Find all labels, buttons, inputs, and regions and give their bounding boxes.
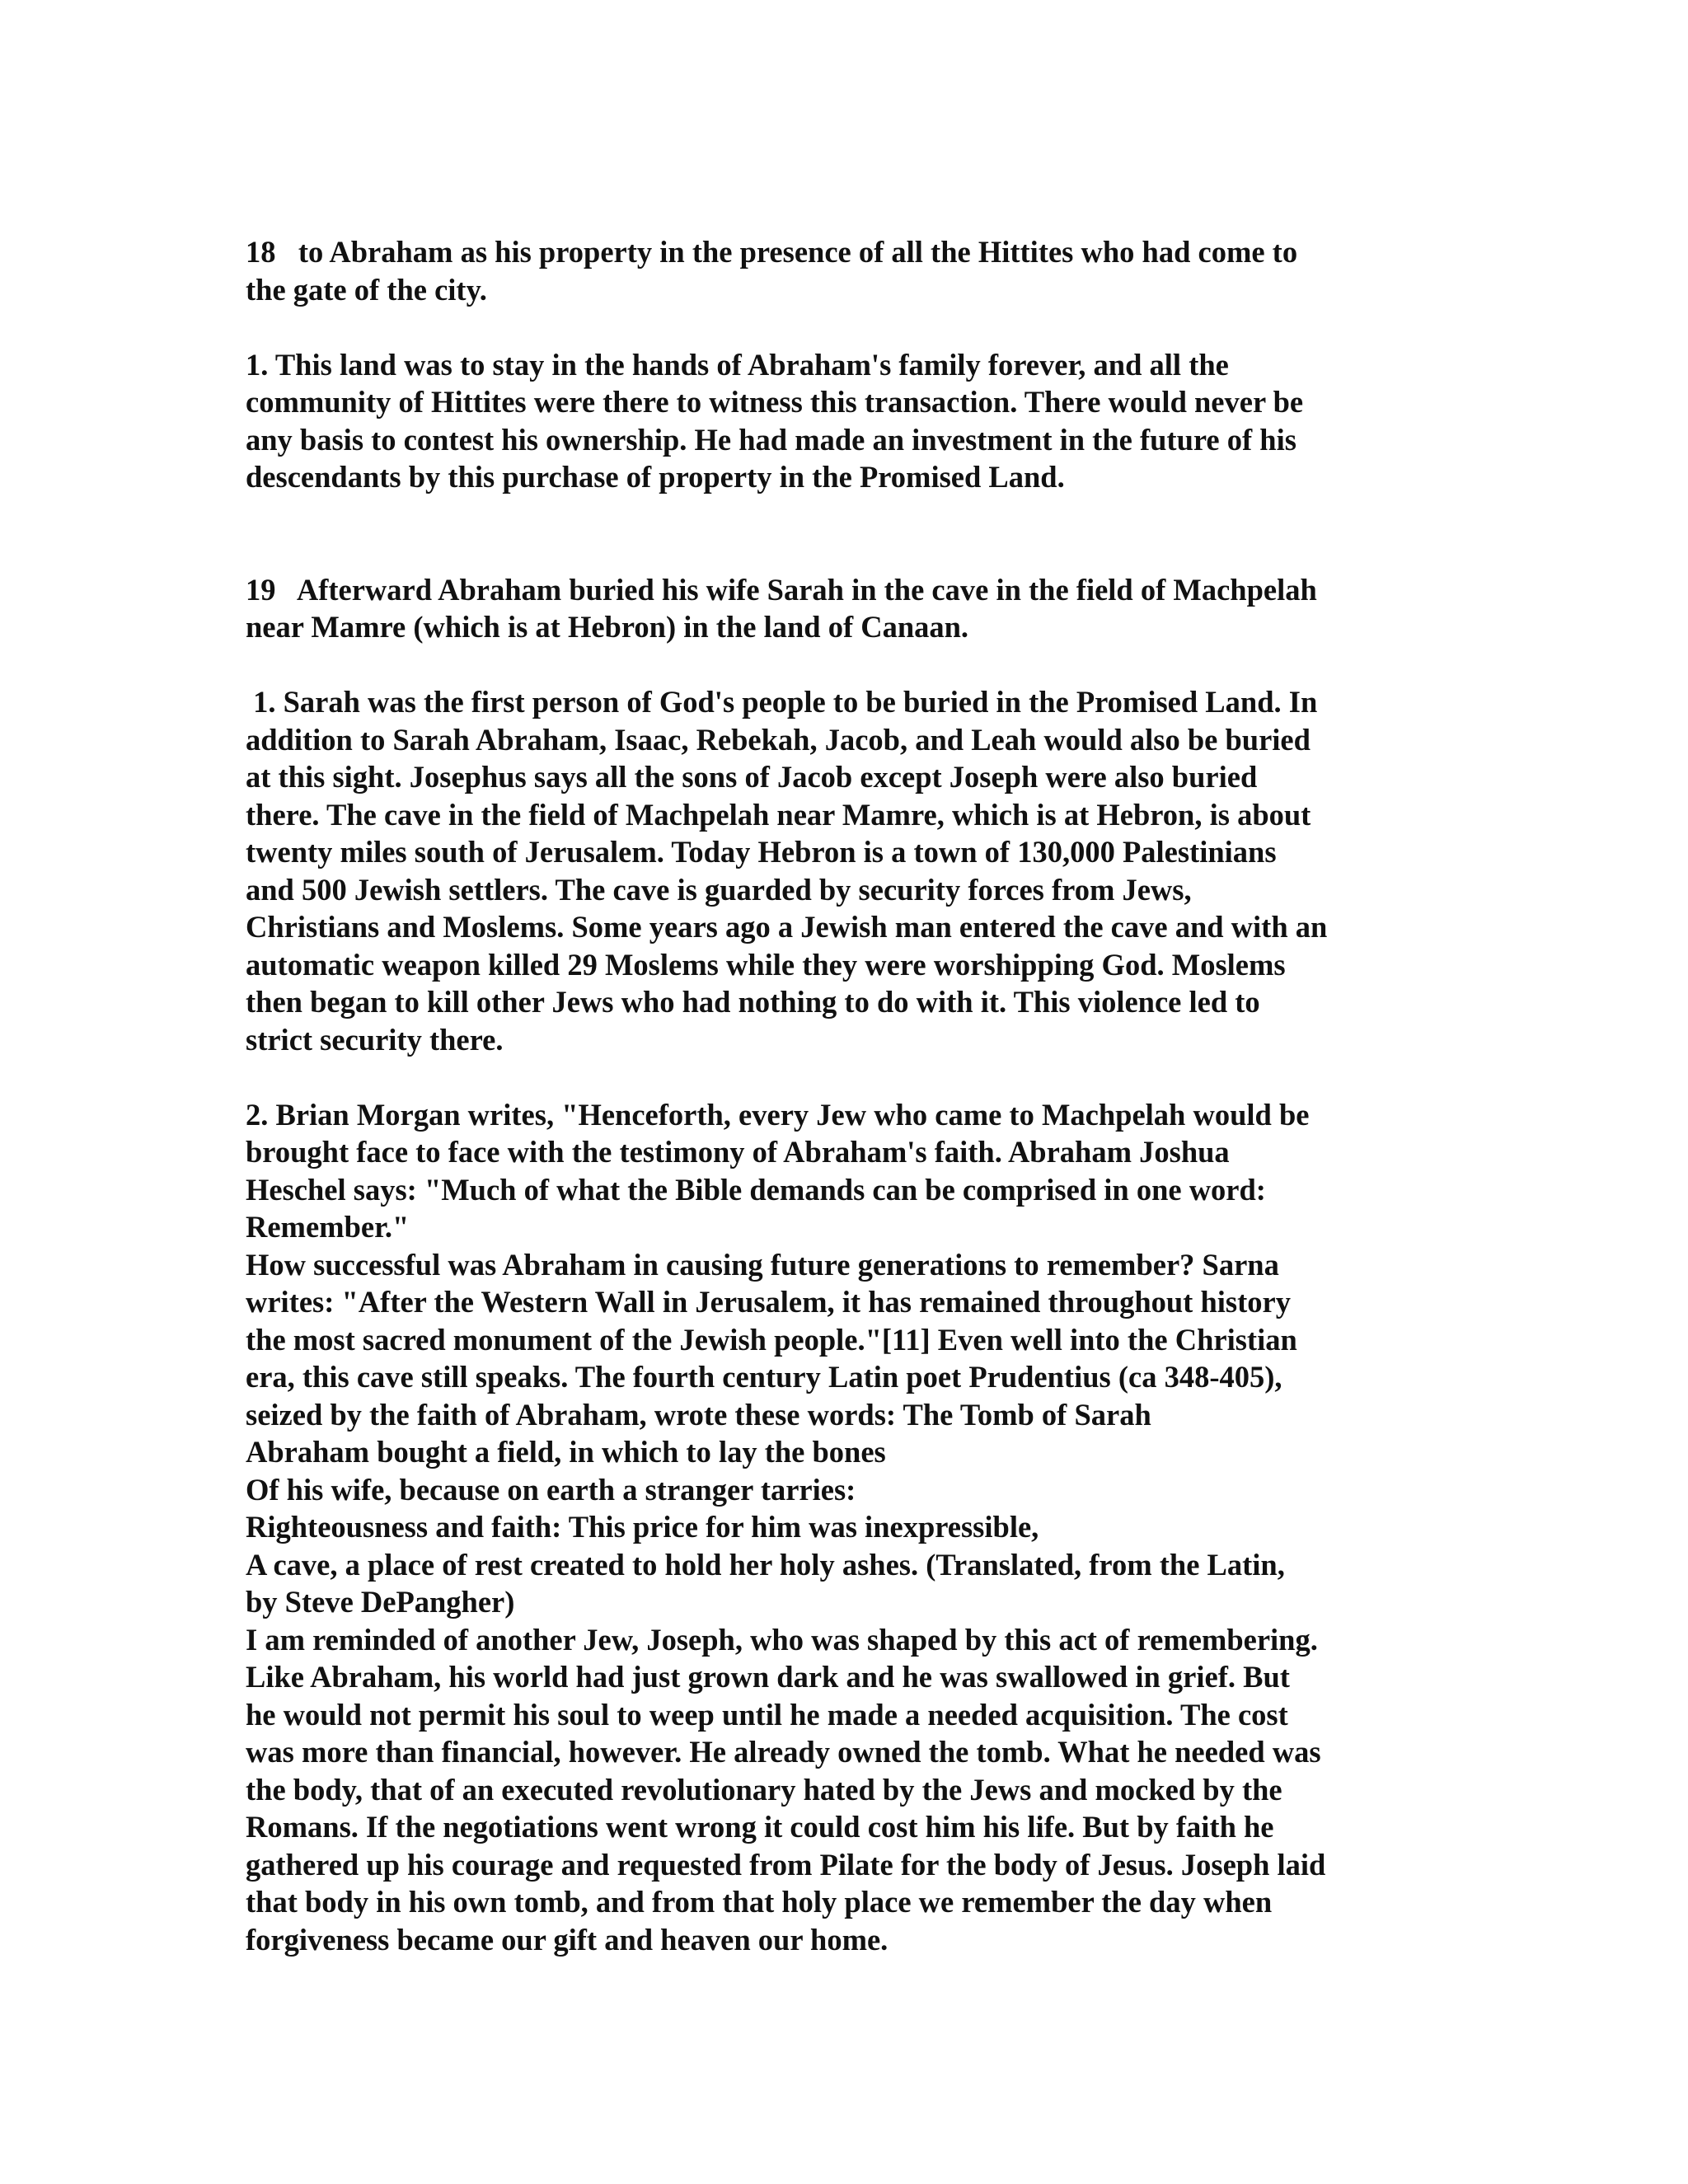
text-line: addition to Sarah Abraham, Isaac, Rebekah, Jacob, and Leah would also be buried [246, 722, 1311, 757]
text-line: twenty miles south of Jerusalem. Today Hebron is a town of 130,000 Palestinians [246, 835, 1277, 869]
text-line: How successful was Abraham in causing future generations to remember? Sarna [246, 1247, 1279, 1282]
text-line: brought face to face with the testimony of Abraham's faith. Abraham Joshua [246, 1135, 1230, 1169]
text-line: there. The cave in the field of Machpelah near Mamre, which is at Hebron, is about [246, 797, 1311, 832]
text-line: 1. This land was to stay in the hands of Abraham's family forever, and all the [246, 347, 1229, 382]
verse-19-note-1 [246, 683, 1449, 1058]
text-line: Abraham bought a field, in which to lay the bones [246, 1435, 886, 1469]
text-line: forgiveness became our gift and heaven our home. [246, 1922, 889, 1957]
text-line: Of his wife, because on earth a stranger tarries: [246, 1472, 856, 1507]
text-line: A cave, a place of rest created to hold her holy ashes. (Translated, from the Latin, [246, 1547, 1285, 1582]
verse-19-note-2 [246, 1096, 1449, 1959]
text-line: seized by the faith of Abraham, wrote these words: The Tomb of Sarah [246, 1397, 1151, 1432]
text-line: near Mamre (which is at Hebron) in the land of Canaan. [246, 610, 969, 644]
text-line: Romans. If the negotiations went wrong it could cost him his life. But by faith he [246, 1810, 1274, 1844]
text-line: Righteousness and faith: This price for him was inexpressible, [246, 1510, 1039, 1544]
text-line: the most sacred monument of the Jewish people."[11] Even well into the Christian [246, 1322, 1297, 1357]
text-line: at this sight. Josephus says all the sons of Jacob except Joseph were also buried [246, 760, 1258, 794]
text-line: by Steve DePangher) [246, 1585, 515, 1619]
text-line: strict security there. [246, 1022, 504, 1057]
paragraph-spacer [246, 1058, 1449, 1096]
text-line: he would not permit his soul to weep until he made a needed acquisition. The cost [246, 1697, 1288, 1732]
text-line: Remember." [246, 1210, 410, 1244]
section-spacer [246, 496, 1449, 571]
verse-19 [246, 571, 1449, 646]
text-line: 18 to Abraham as his property in the presence of all the Hittites who had come to [246, 235, 1298, 269]
paragraph-spacer [246, 646, 1449, 684]
text-line: and 500 Jewish settlers. The cave is guarded by security forces from Jews, [246, 872, 1192, 907]
text-line: writes: "After the Western Wall in Jerusalem, it has remained throughout history [246, 1285, 1291, 1319]
text-line: Heschel says: "Much of what the Bible demands can be comprised in one word: [246, 1172, 1266, 1207]
text-line: was more than financial, however. He already owned the tomb. What he needed was [246, 1735, 1321, 1769]
text-line: automatic weapon killed 29 Moslems while they were worshipping God. Moslems [246, 947, 1286, 982]
paragraph-spacer [246, 308, 1449, 346]
text-line: gathered up his courage and requested from Pilate for the body of Jesus. Joseph laid [246, 1847, 1326, 1882]
text-line: community of Hittites were there to witness this transaction. There would never be [246, 385, 1304, 419]
document-body [246, 233, 1449, 1958]
verse-18 [246, 233, 1449, 308]
text-line: the body, that of an executed revolutionary hated by the Jews and mocked by the [246, 1772, 1282, 1807]
text-line: Like Abraham, his world had just grown dark and he was swallowed in grief. But [246, 1660, 1290, 1694]
text-line: descendants by this purchase of property in the Promised Land. [246, 460, 1065, 494]
text-line: the gate of the city. [246, 272, 487, 307]
text-line: then began to kill other Jews who had nothing to do with it. This violence led to [246, 985, 1260, 1019]
text-line: era, this cave still speaks. The fourth century Latin poet Prudentius (ca 348-405), [246, 1360, 1282, 1394]
text-line: that body in his own tomb, and from that holy place we remember the day when [246, 1885, 1273, 1919]
verse-18-note-1 [246, 346, 1449, 496]
text-line: I am reminded of another Jew, Joseph, who was shaped by this act of remembering. [246, 1622, 1318, 1657]
text-line: 2. Brian Morgan writes, "Henceforth, every Jew who came to Machpelah would be [246, 1097, 1310, 1132]
text-line: Christians and Moslems. Some years ago a Jewish man entered the cave and with an [246, 910, 1328, 944]
text-line: 1. Sarah was the first person of God's people to be buried in the Promised Land. In [246, 685, 1318, 719]
text-line: any basis to contest his ownership. He had made an investment in the future of his [246, 422, 1296, 457]
text-line: 19 Afterward Abraham buried his wife Sarah in the cave in the field of Machpelah [246, 572, 1317, 607]
